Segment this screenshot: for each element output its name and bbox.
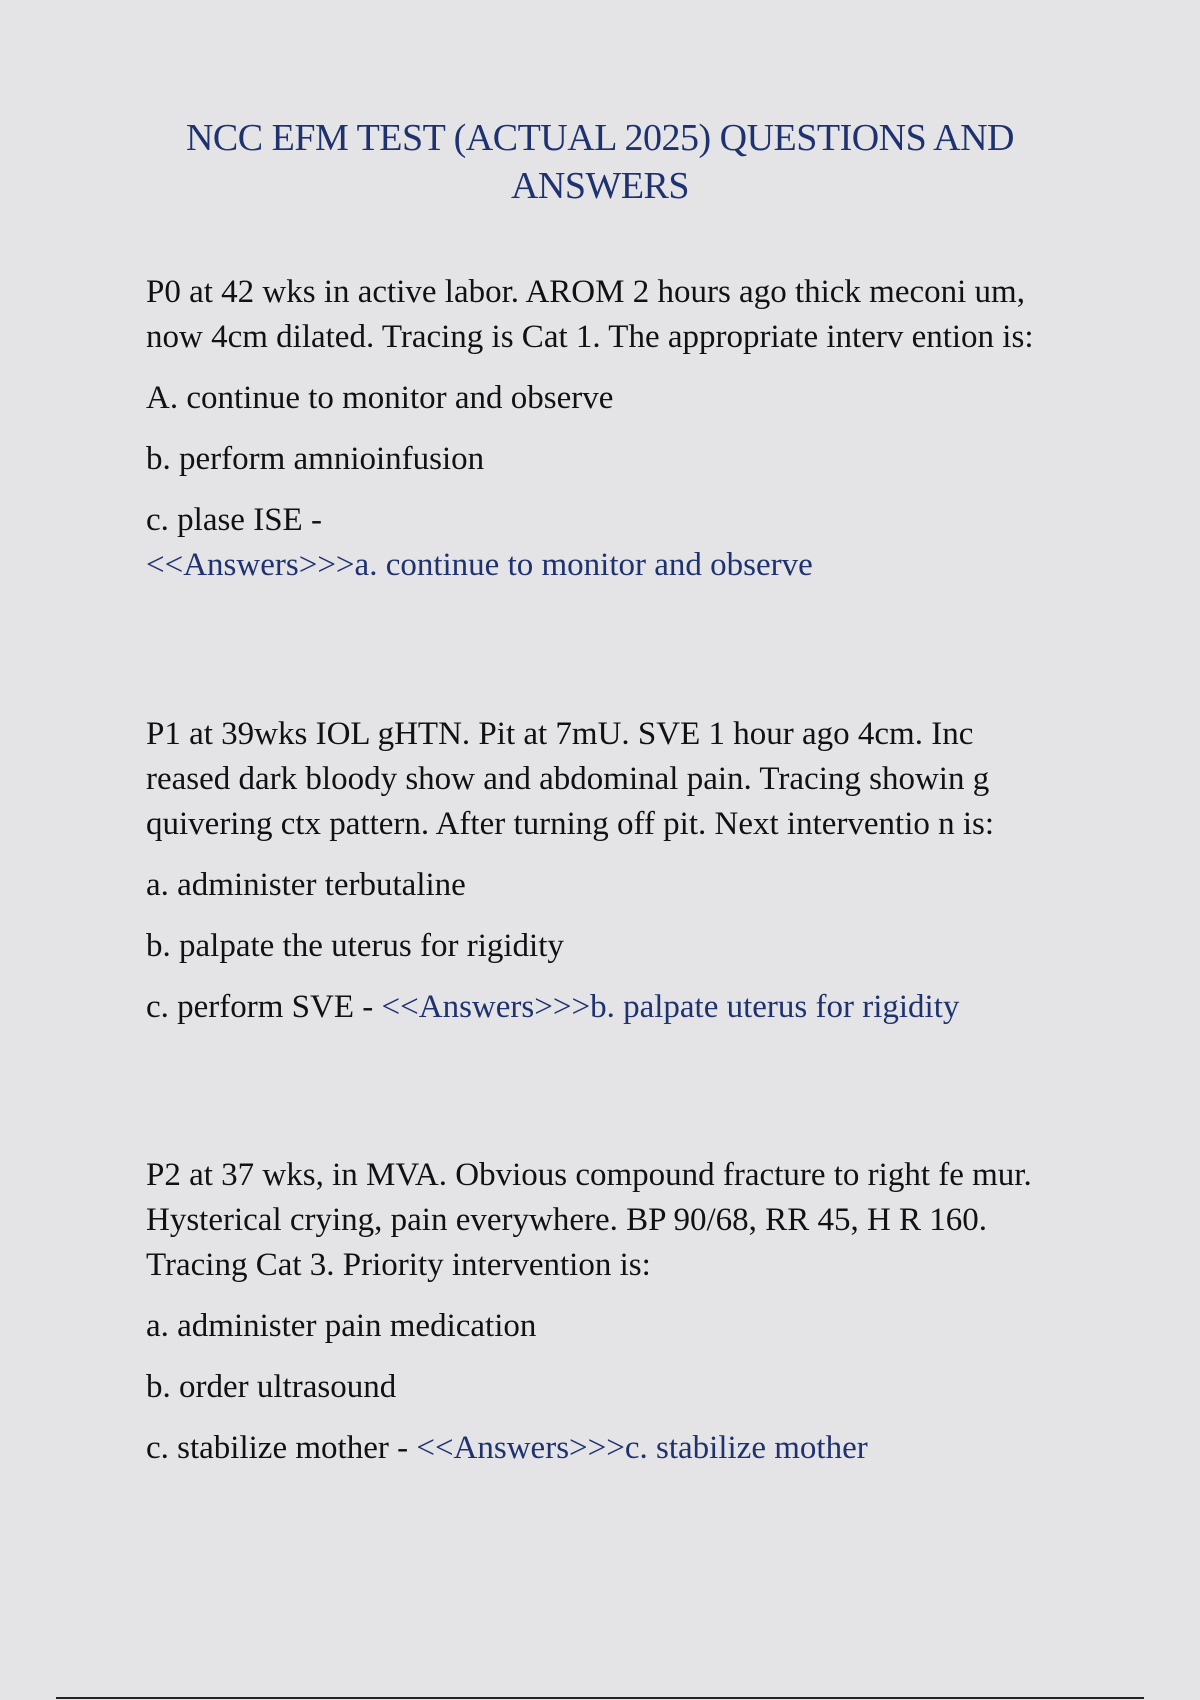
answer-tag: <<Answers>>> <box>146 547 355 583</box>
option-b: b. palpate the uterus for rigidity <box>146 928 564 964</box>
question-3 <box>146 1153 1051 1471</box>
question-stem: P0 at 42 wks in active labor. AROM 2 hours ago thick meconi um, now 4cm dilated. Tracing is Cat 1. The appropriate interv ention is: <box>146 274 1034 355</box>
answer-tag: <<Answers>>> <box>416 1430 625 1466</box>
question-stem: P1 at 39wks IOL gHTN. Pit at 7mU. SVE 1 hour ago 4cm. Inc reased dark bloody show and abdominal pain. Tracing showin g quivering ctx pattern. After turning off pit. Next interventio n is: <box>146 716 995 842</box>
answer-text: b. palpate uterus for rigidity <box>590 989 960 1025</box>
option-b: b. order ultrasound <box>146 1369 397 1405</box>
answer-line <box>146 985 1051 1030</box>
answer-text: c. stabilize mother <box>624 1430 868 1466</box>
question-2 <box>146 712 1051 1030</box>
answer-line <box>146 1426 1051 1471</box>
option-c: c. stabilize mother - <box>146 1430 417 1466</box>
question-1 <box>146 270 1051 588</box>
answer-text: a. continue to monitor and observe <box>354 547 813 583</box>
footer-divider <box>56 1697 1144 1699</box>
answer-tag: <<Answers>>> <box>381 989 591 1025</box>
option-c: c. plase ISE - <box>146 502 322 538</box>
option-a: a. administer terbutaline <box>146 867 466 903</box>
option-a: a. administer pain medication <box>146 1308 537 1344</box>
answer-line <box>146 543 1051 588</box>
question-stem: P2 at 37 wks, in MVA. Obvious compound fracture to right fe mur. Hysterical crying, pain everywhere. BP 90/68, RR 45, H R 160. Tracing Cat 3. Priority intervention is: <box>146 1157 1032 1283</box>
option-a: A. continue to monitor and observe <box>146 380 614 416</box>
document-title: NCC EFM TEST (ACTUAL 2025) QUESTIONS AND ANSWERS <box>185 117 1014 207</box>
option-c: c. perform SVE - <box>146 989 382 1025</box>
option-b: b. perform amnioinfusion <box>146 441 485 477</box>
